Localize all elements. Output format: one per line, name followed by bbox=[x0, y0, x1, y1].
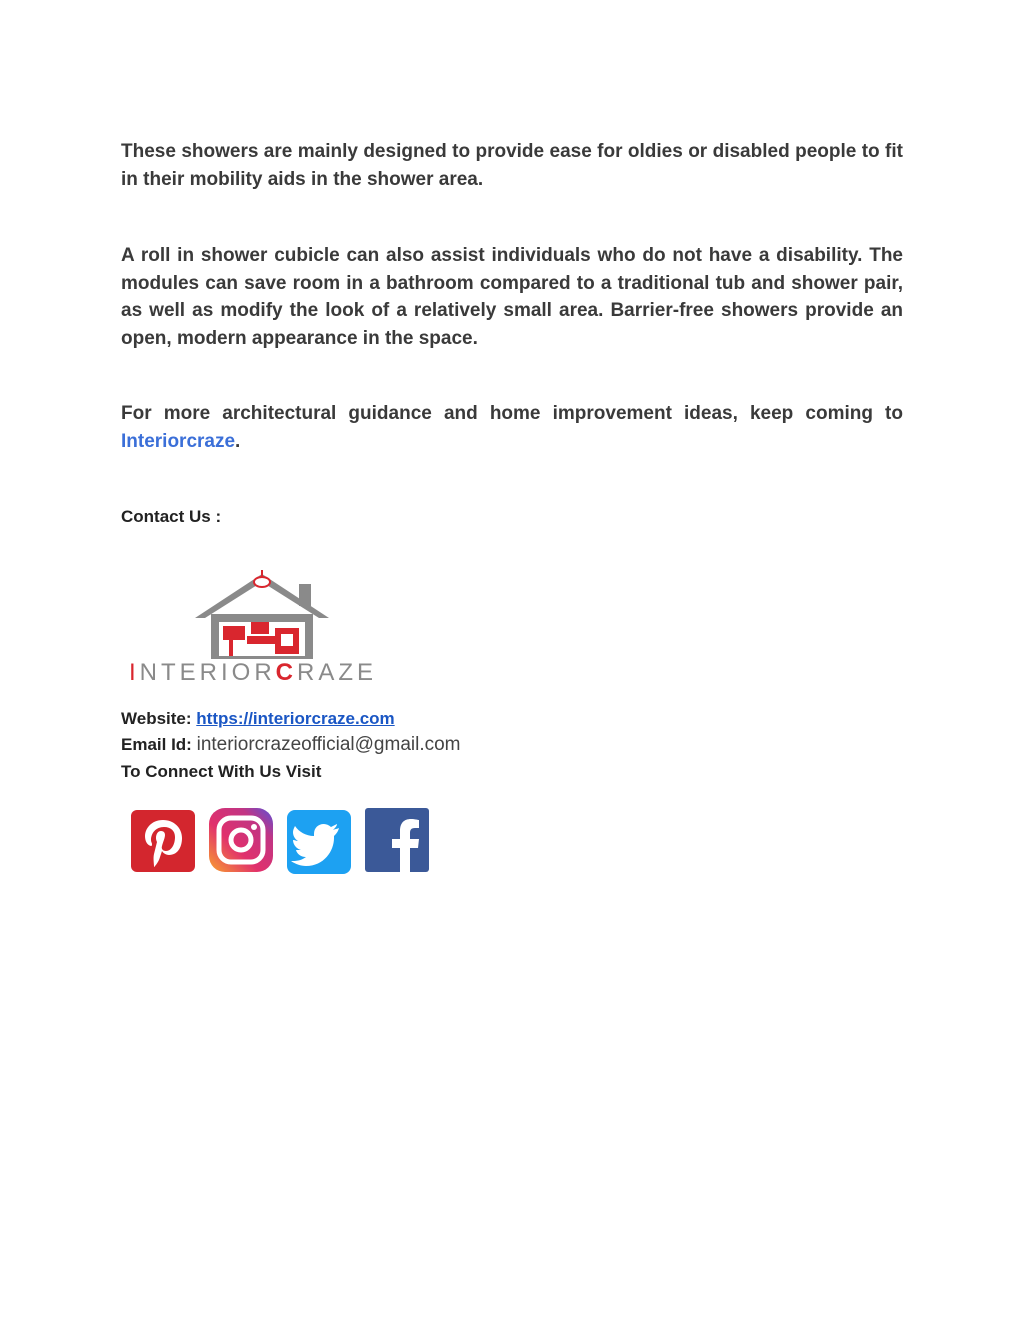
email-line bbox=[121, 734, 461, 756]
interiorcraze-logo bbox=[125, 566, 397, 686]
instagram-icon[interactable] bbox=[207, 806, 275, 876]
svg-text:INTERIORCRAZE bbox=[129, 659, 377, 686]
interiorcraze-link[interactable]: Interiorcraze bbox=[121, 430, 236, 452]
website-label: Website: bbox=[121, 709, 192, 728]
twitter-icon[interactable] bbox=[285, 806, 353, 876]
facebook-icon[interactable] bbox=[363, 806, 431, 876]
logo-wordmark: NTERIOR bbox=[139, 659, 276, 686]
paragraph-showers-purpose: These showers are mainly designed to provide ease for oldies or disabled people to fit in their mobility aids in the shower area. bbox=[121, 141, 903, 190]
logo-accent-letter: C bbox=[275, 659, 298, 686]
contact-heading: Contact Us : bbox=[121, 507, 222, 526]
guidance-text: For more architectural guidance and home improvement ideas, keep coming to bbox=[121, 403, 903, 424]
connect-label: To Connect With Us Visit bbox=[121, 762, 322, 781]
website-line bbox=[121, 709, 395, 729]
guidance-period: . bbox=[235, 430, 241, 452]
email-value: interiorcrazeofficial@gmail.com bbox=[196, 734, 461, 755]
pinterest-icon[interactable] bbox=[129, 806, 197, 876]
logo-wordmark-end: RAZE bbox=[297, 659, 378, 686]
paragraph-more-guidance bbox=[121, 400, 903, 455]
website-link[interactable]: https://interiorcraze.com bbox=[196, 709, 395, 728]
paragraph-roll-in-shower: A roll in shower cubicle can also assist individuals who do not have a disability. The modules can save room in a bathroom compared to a traditional tub and shower pair, as well as modify the look of a relatively small area. Barrier-free showers provide an open, modern appearance in the space. bbox=[121, 245, 903, 349]
logo-initial: I bbox=[129, 659, 140, 686]
email-label: Email Id: bbox=[121, 735, 192, 754]
